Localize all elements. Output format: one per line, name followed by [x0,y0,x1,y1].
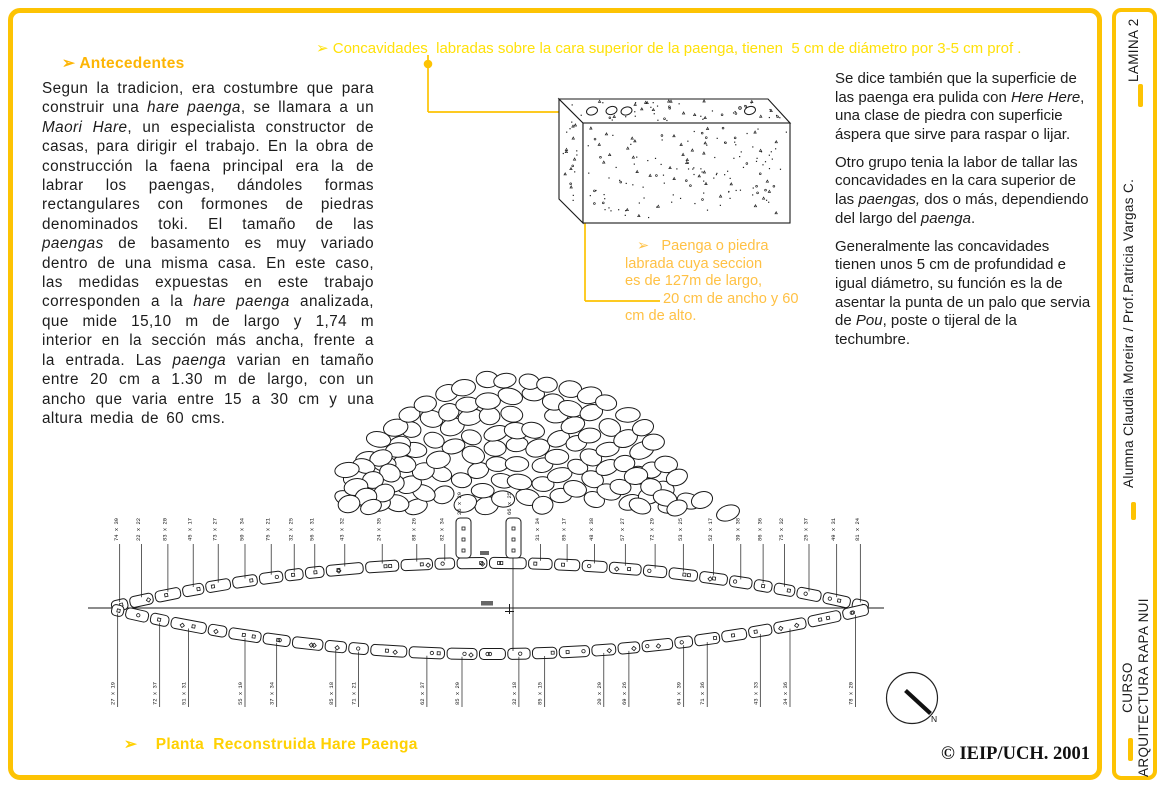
svg-text:75 x 32: 75 x 32 [778,517,785,541]
svg-text:48 x 38: 48 x 38 [588,517,596,541]
svg-text:32 x 25: 32 x 25 [287,517,295,541]
paragraph-concavidades: Generalmente las concavidades tienen unos 5 cm de profundidad e igual diámetro, su función es la de asentar la punta de un palo que servia de Pou, poste o tijeral de la techumbre. [835,237,1091,348]
sidebar-dash [1138,84,1143,107]
svg-text:49 x 31: 49 x 31 [830,517,838,541]
svg-text:43 x 33: 43 x 33 [752,681,760,705]
sidebar-lamina-label: LAMINA 2 [1126,18,1141,82]
svg-text:85 x 15: 85 x 15 [536,681,544,705]
svg-text:32 x 18: 32 x 18 [510,681,518,705]
sidebar-credit-label: Alumna Claudia Moreira / Prof.Patricia Vargas C. [1121,178,1136,488]
svg-text:86 x 36: 86 x 36 [756,517,764,541]
paragraph-pulida: Se dice también que la superficie de las paenga era pulida con Here Here, una clase de piedra con superficie áspera que sirve para raspar o lijar. [835,70,1085,143]
svg-text:51 x 31: 51 x 31 [180,681,188,705]
antecedentes-paragraph: Segun la tradicion, era costumbre que para construir una hare paenga, se llamara a un Maori Hare, un especialista constructor de casas, para dirigir el trabajo. En la obra de construcción la faena principal era la de labrar los paengas, dándoles formas rectangulares con formones de piedras denominados toki. El tamaño de las paengas de basamento es muy variado dentro de una misma casa. En este caso, las medidas expuestas en este trabajo corresponden a la hare paenga analizada, que mide 15,10 m de largo y 1,74 m interior en la sección más ancha, frente a la entrada. Las paenga varian en tamaño entre 20 cm a 1.30 m de largo, con un ancho que varia entre 15 a 30 cm y una altura media de 60 cms. [42,80,375,427]
callout-line: labrada cuya seccion [625,255,763,272]
svg-text:24 x 35: 24 x 35 [375,517,383,541]
course-line: CURSO [1120,662,1135,713]
svg-text:71 x 21: 71 x 21 [350,681,358,705]
right-text-column [835,70,1093,359]
sidebar-dash [1128,738,1133,761]
paragraph-tallar: Otro grupo tenia la labor de tallar las concavidades en la cara superior de las paengas, dos o más, dependiendo del largo del paenga. [835,153,1089,227]
svg-text:69 x 26: 69 x 26 [620,681,628,705]
svg-text:N: N [931,714,938,724]
svg-text:72 x 29: 72 x 29 [648,517,656,541]
svg-text:78 x 20: 78 x 20 [847,681,855,705]
svg-text:55 x 19: 55 x 19 [237,681,244,705]
svg-text:66 x 25: 66 x 25 [506,491,513,515]
sidebar-course-label [1120,598,1152,777]
callout-line: cm de alto. [625,308,697,325]
svg-text:25 x 37: 25 x 37 [802,517,810,541]
plan-dimension-leaders [110,492,861,707]
svg-text:82 x 34: 82 x 34 [438,517,446,541]
svg-text:43 x 32: 43 x 32 [338,517,346,541]
svg-text:39 x 38: 39 x 38 [734,517,742,541]
hare-paenga-plan-drawing [88,518,884,660]
svg-text:85 x 17: 85 x 17 [560,517,568,541]
svg-text:64 x 39: 64 x 39 [675,681,683,705]
svg-text:34 x 36: 34 x 36 [782,681,789,705]
svg-text:27 x 19: 27 x 19 [109,681,117,705]
svg-text:31 x 34: 31 x 34 [533,517,541,541]
svg-text:62 x 37: 62 x 37 [418,681,426,705]
svg-text:75 x 21: 75 x 21 [264,517,272,541]
svg-text:88 x 26: 88 x 26 [410,517,418,541]
svg-text:50 x 34: 50 x 34 [238,517,246,541]
svg-text:71 x 36: 71 x 36 [699,681,707,705]
svg-text:72 x 37: 72 x 37 [151,681,159,705]
course-line: ARQUITECTURA RAPA NUI [1136,598,1151,777]
svg-text:52 x 17: 52 x 17 [707,517,715,541]
svg-text:74 x 39: 74 x 39 [113,517,121,541]
callout-line: ➢ Paenga o piedra [637,238,769,254]
plan-caption: ➢ Planta Reconstruida Hare Paenga [124,736,418,753]
svg-text:81 x 24: 81 x 24 [853,517,861,541]
svg-text:22 x 22: 22 x 22 [135,517,142,541]
concavidades-annotation: ➢ Concavidades labradas sobre la cara superior de la paenga, tienen 5 cm de diámetro por 3-5 cm prof . [316,40,1022,57]
callout-line: 20 cm de ancho y 60 [663,290,799,307]
paenga-block-drawing [559,99,790,223]
antecedentes-heading: ➢ Antecedentes [62,55,185,72]
svg-text:85 x 18: 85 x 18 [327,681,335,705]
svg-text:73 x 27: 73 x 27 [211,517,219,541]
svg-text:26 x 29: 26 x 29 [456,491,463,515]
svg-text:56 x 31: 56 x 31 [308,517,316,541]
svg-text:53 x 25: 53 x 25 [676,517,684,541]
north-compass [887,673,938,725]
svg-text:83 x 20: 83 x 20 [161,517,169,541]
svg-text:37 x 34: 37 x 34 [268,681,276,705]
svg-text:85 x 29: 85 x 29 [454,681,461,705]
paenga-callout-note [625,238,835,326]
copyright-text: © IEIP/UCH. 2001 [941,744,1090,764]
svg-text:45 x 17: 45 x 17 [186,517,194,541]
sidebar-dash [1131,502,1136,520]
stone-mound-drawing [333,371,742,524]
callout-line: es de 127m de largo, [625,273,763,290]
svg-text:57 x 27: 57 x 27 [618,517,626,541]
svg-text:20 x 29: 20 x 29 [595,681,603,705]
